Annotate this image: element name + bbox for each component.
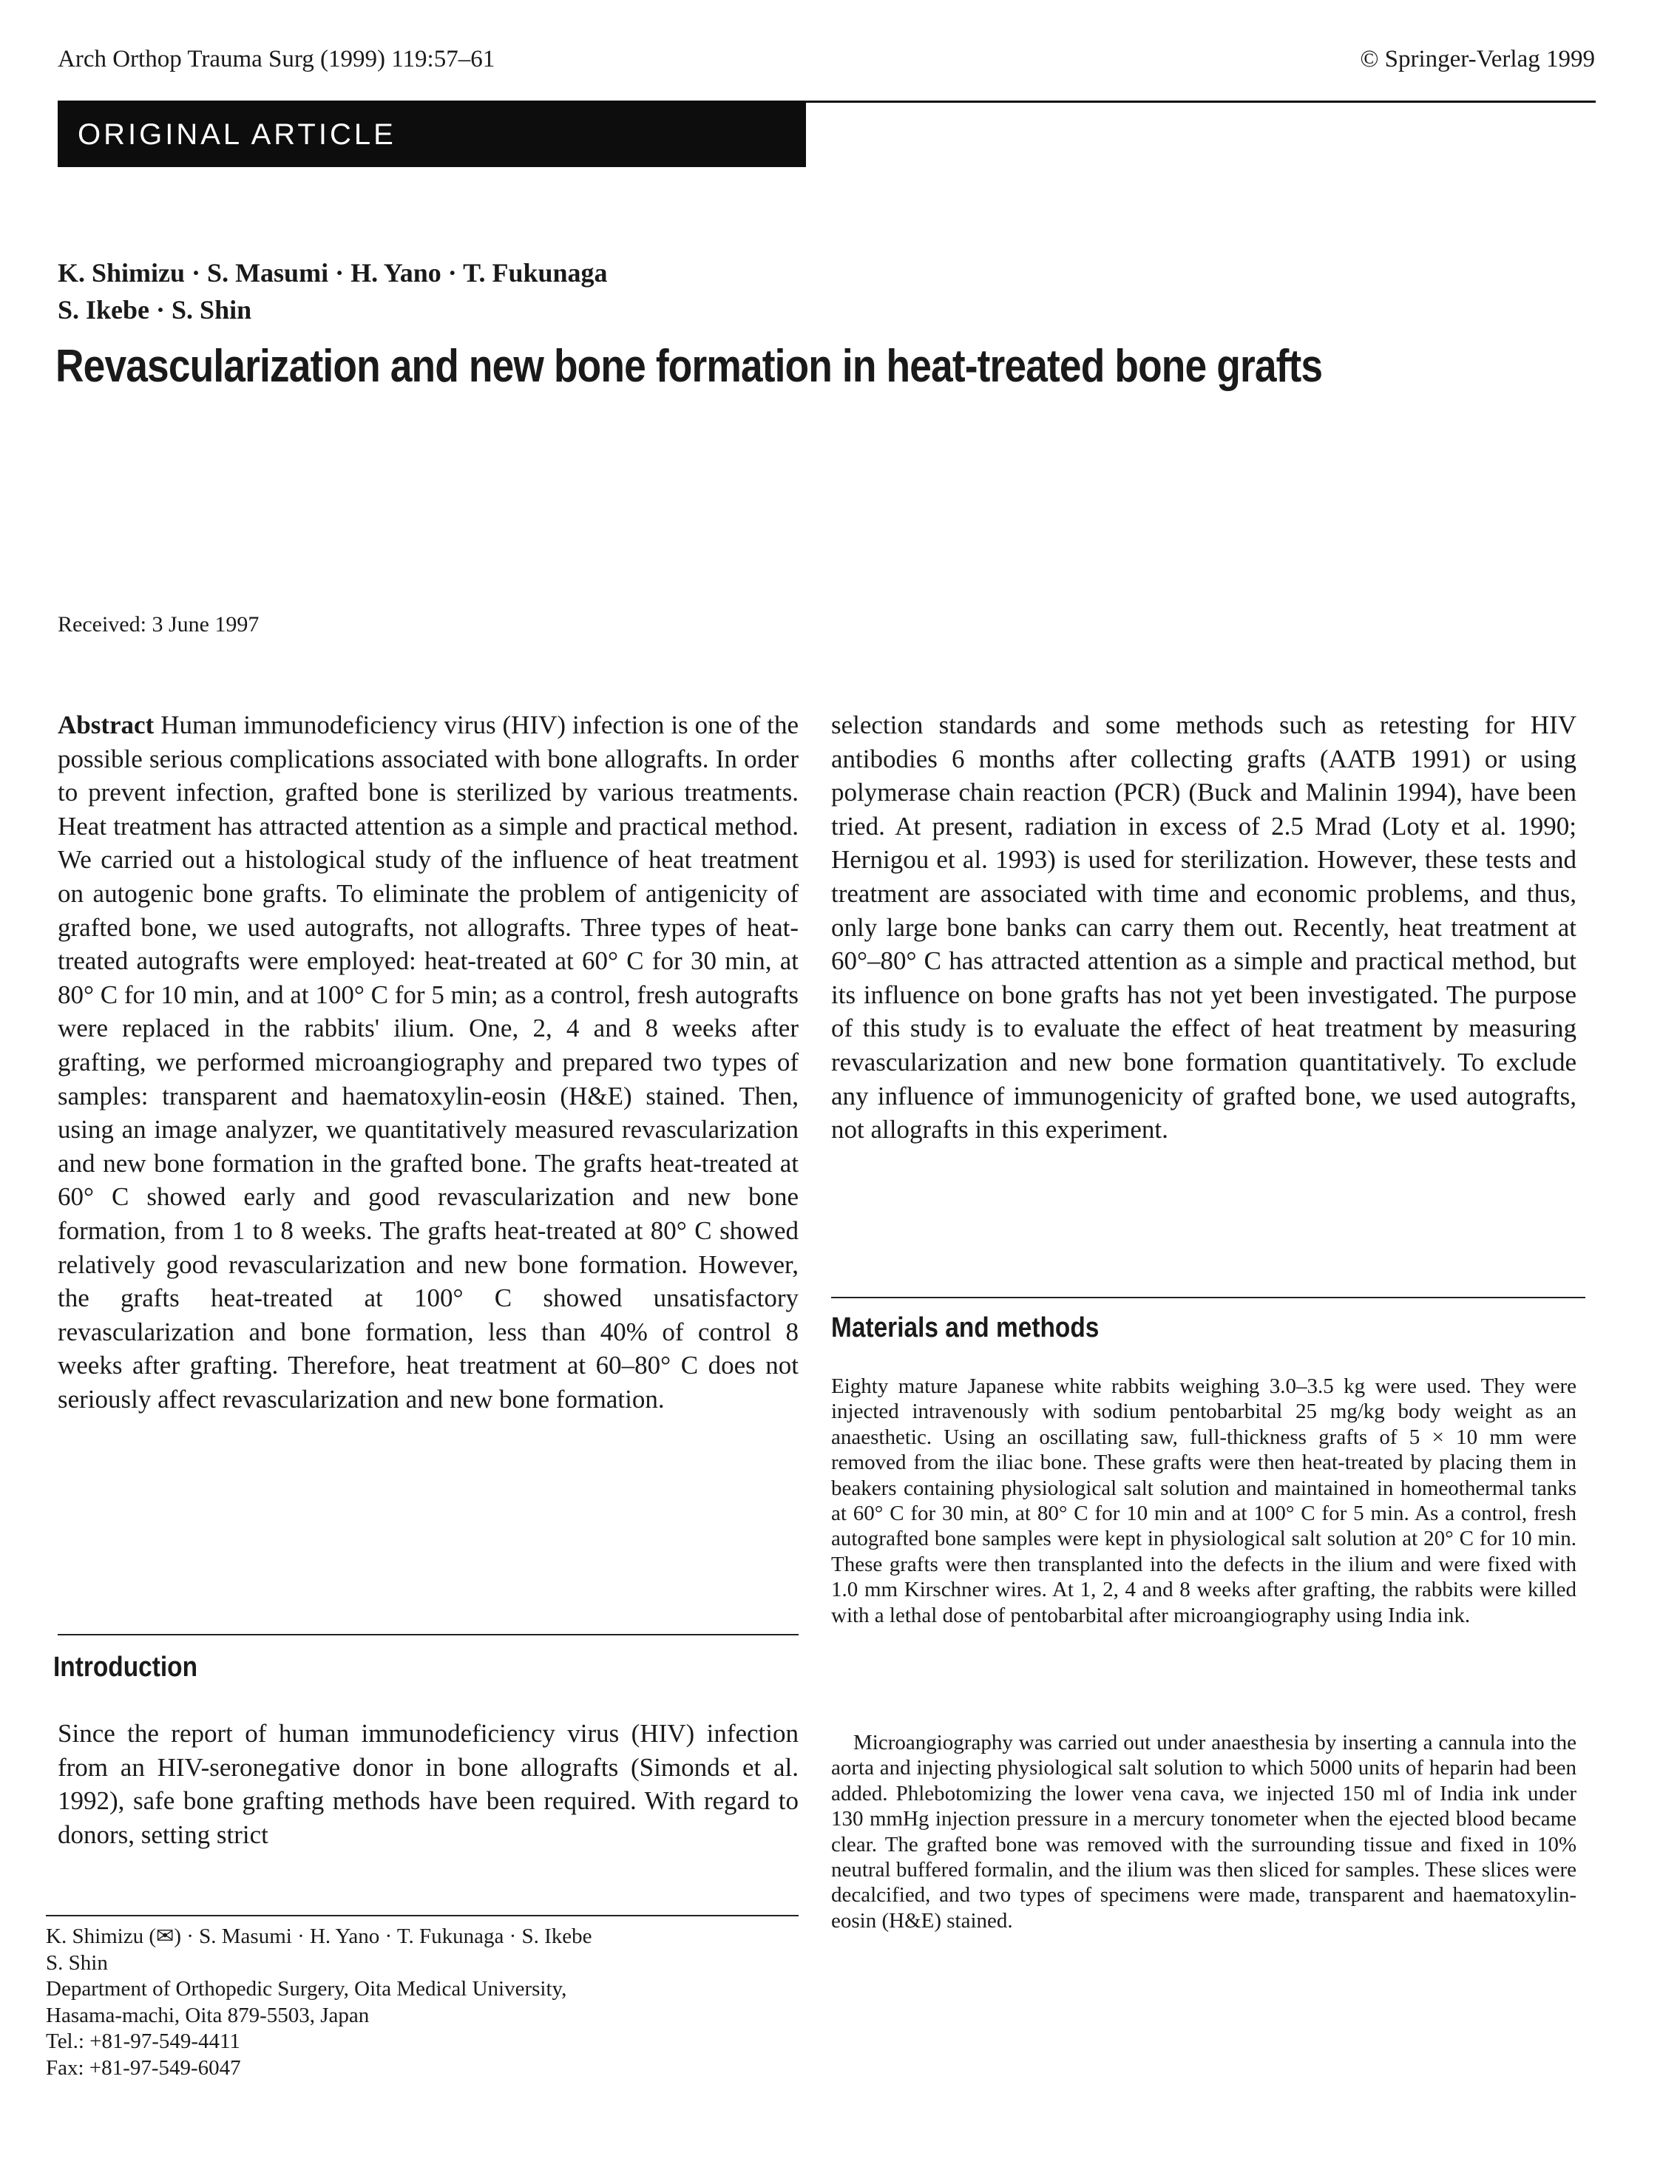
affiliation-rule (46, 1915, 799, 1916)
authors-line-1: K. Shimizu · S. Masumi · H. Yano · T. Fukunaga (58, 258, 608, 288)
article-title: Revascularization and new bone formation in heat-treated bone grafts (55, 341, 1323, 392)
abstract-text: Human immunodeficiency virus (HIV) infection is one of the possible serious complications associated with bone allografts. In order to prevent infection, grafted bone is sterilized by various treatments. Heat treatment has attracted attention as a simple and practical method. We carried out a histological study of the influence of heat treatment on autogenic bone grafts. To eliminate the problem of antigenicity of grafted bone, we used autografts, not allografts. Three types of heat-treated autografts were employed: heat-treated at 60° C for 30 min, at 80° C for 10 min, and at 100° C for 5 min; as a control, fresh autografts were replaced in the rabbits' ilium. One, 2, 4 and 8 weeks after grafting, we performed microangiography and prepared two types of samples: transparent and haematoxylin-eosin (H&E) stained. Then, using an image analyzer, we quantitatively measured revascularization and new bone formation in the grafted bone. The grafts heat-treated at 60° C showed early and good revascularization and new bone formation, from 1 to 8 weeks. The grafts heat-treated at 80° C showed relatively good revascularization and new bone formation. However, the grafts heat-treated at 100° C showed unsatisfactory revascularization and bone formation, less than 40% of control 8 weeks after grafting. Therefore, heat treatment at 60–80° C does not seriously affect revascularization and new bone formation. (58, 711, 799, 1414)
article-type-label: ORIGINAL ARTICLE (78, 118, 396, 151)
materials-paragraph-1: Eighty mature Japanese white rabbits weighing 3.0–3.5 kg were used. They were injected intravenously with sodium pentobarbital 25 mg/kg body weight as an anaesthetic. Using an oscillating saw, full-thickness grafts of 5 × 10 mm were removed from the iliac bone. These grafts were then heat-treated by placing them in beakers containing physiological salt solution and maintained in homeothermal tanks at 60° C for 30 min, at 80° C for 10 min and at 100° C for 5 min. As a control, fresh autografted bone samples were kept in physiological salt solution at 20° C for 10 min. These grafts were then transplanted into the defects in the ilium and were fixed with 1.0 mm Kirschner wires. At 1, 2, 4 and 8 weeks after grafting, the rabbits were killed with a lethal dose of pentobarbital after microangiography using India ink. (831, 1374, 1576, 1627)
affiliation-tel: Tel.: +81-97-549-4411 (46, 2029, 240, 2053)
abstract (58, 708, 799, 1416)
authors-line-2: S. Ikebe · S. Shin (58, 295, 252, 325)
introduction-text: Since the report of human immunodeficiency virus (HIV) infection from an HIV-seronegative donor in bone allografts (Simonds et al. 1992), safe bone grafting methods have been required. With regard to donors, setting strict (58, 1719, 799, 1849)
introduction-rule (58, 1634, 799, 1635)
received-date: Received: 3 June 1997 (58, 612, 260, 637)
copyright-notice: © Springer-Verlag 1999 (1360, 46, 1595, 72)
introduction-heading: Introduction (53, 1652, 198, 1683)
materials-rule (831, 1297, 1585, 1298)
affiliation (46, 1924, 592, 2081)
introduction-continued: selection standards and some methods such as retesting for HIV antibodies 6 months after collecting grafts (AATB 1991) or using polymerase chain reaction (PCR) (Buck and Malinin 1994), have been tried. At present, radiation in excess of 2.5 Mrad (Loty et al. 1990; Hernigou et al. 1993) is used for sterilization. However, these tests and treatment are associated with time and economic problems, and thus, only large bone banks can carry them out. Recently, heat treatment at 60°–80° C has attracted attention as a simple and practical method, but its influence on bone grafts has not yet been investigated. The purpose of this study is to evaluate the effect of heat treatment by measuring revascularization and new bone formation quantitatively. To exclude any influence of immunogenicity of grafted bone, we used autografts, not allografts in this experiment. (831, 711, 1576, 1144)
abstract-label: Abstract (58, 711, 161, 739)
affiliation-names-1: K. Shimizu (✉) · S. Masumi · H. Yano · T. Fukunaga · S. Ikebe (46, 1924, 592, 1948)
affiliation-fax: Fax: +81-97-549-6047 (46, 2055, 241, 2080)
journal-citation: Arch Orthop Trauma Surg (1999) 119:57–61 (58, 46, 495, 72)
affiliation-department: Department of Orthopedic Surgery, Oita Medical University, (46, 1977, 567, 2001)
materials-heading: Materials and methods (831, 1312, 1100, 1343)
affiliation-address: Hasama-machi, Oita 879-5503, Japan (46, 2003, 370, 2027)
materials-paragraph-2: Microangiography was carried out under anaesthesia by inserting a cannula into the aorta and injecting physiological salt solution to which 5000 units of heparin had been added. Phlebotomizing the lower vena cava, we injected 150 ml of India ink under 130 mmHg injection pressure in a mercury tonometer when the ejected blood became clear. The grafted bone was removed with the surrounding tissue and fixed in 10% neutral buffered formalin, and the ilium was then sliced for samples. These slices were decalcified, and two types of specimens were made, transparent and haematoxylin-eosin (H&E) stained. (831, 1731, 1576, 1933)
affiliation-names-2: S. Shin (46, 1950, 108, 1975)
